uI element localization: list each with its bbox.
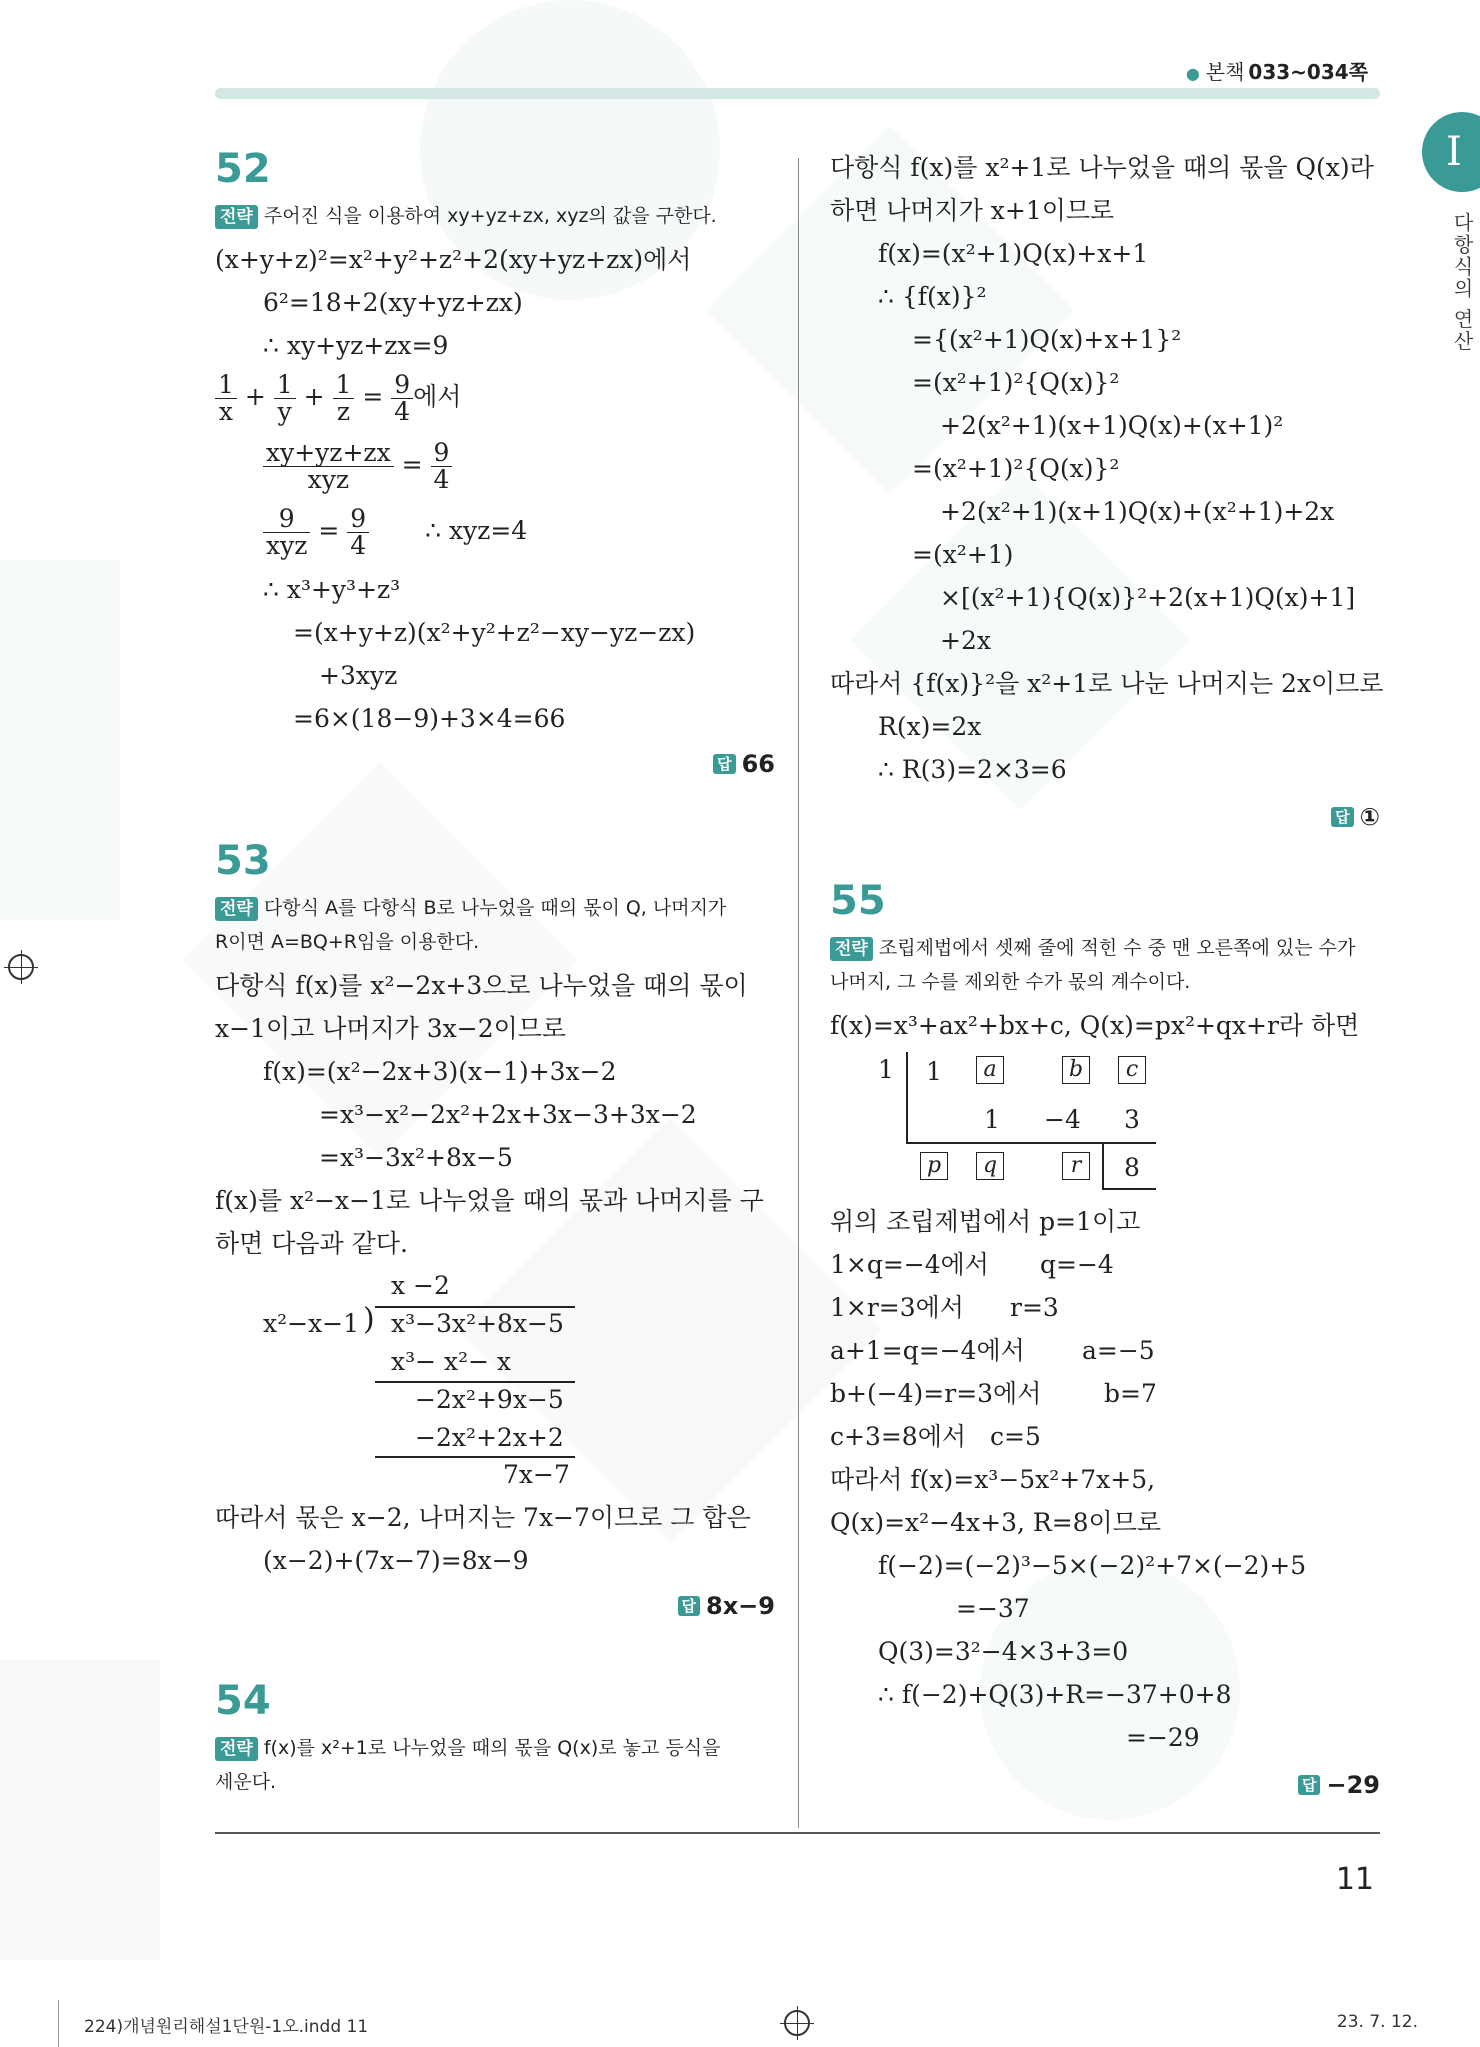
fraction-equation: $\frac{9}{\text{xyz}}$ = $\frac{9}{4}$ ∴ xyz=4 (263, 506, 527, 559)
solution-line: a=−5 (1082, 1336, 1155, 1365)
solution-line: c=5 (990, 1422, 1041, 1451)
solution-line: r=3 (1010, 1293, 1059, 1322)
answer: 답 66 (713, 743, 775, 786)
solution-line: Q(3)=3²−4×3+3=0 (878, 1637, 1129, 1666)
solution-line: ∴ xy+yz+zx=9 (263, 331, 449, 360)
solution-line: =x³−x²−2x²+2x+3x−3+3x−2 (319, 1100, 697, 1129)
synth-cell: 3 (1124, 1105, 1140, 1134)
division-step: −2x²+9x−5 (415, 1385, 564, 1414)
strategy-hint: 전략 주어진 식을 이용하여 xy+yz+zx, xyz의 값을 구한다. (215, 200, 717, 232)
solution-line: =(x+y+z)(x²+y²+z²−xy−yz−zx) (293, 618, 696, 647)
synth-cell: 1 (926, 1057, 942, 1086)
solution-line: q=−4 (1040, 1250, 1114, 1279)
crop-line (58, 2000, 59, 2047)
question-number: 53 (215, 838, 271, 884)
solution-line: 따라서 몫은 x−2, 나머지는 7x−7이므로 그 합은 (215, 1503, 751, 1532)
strategy-hint: 세운다. (215, 1771, 277, 1793)
solution-line: ={(x²+1)Q(x)+x+1}² (912, 325, 1182, 354)
division-step: x³− x²− x (391, 1347, 512, 1376)
answer: 답 ① (1331, 796, 1380, 839)
synth-box: r (1062, 1152, 1090, 1180)
registration-mark-icon (784, 2010, 810, 2036)
registration-mark-icon (8, 954, 34, 980)
solution-line: =−37 (956, 1594, 1030, 1623)
footer-divider (215, 1832, 1380, 1834)
division-step: −2x²+2x+2 (415, 1423, 564, 1452)
solution-line: +2x (940, 626, 991, 655)
watermark-shape (0, 560, 120, 920)
strategy-tag: 전략 (215, 205, 258, 229)
solution-line: R(x)=2x (878, 712, 982, 741)
solution-line: 다항식 f(x)를 x²−2x+3으로 나누었을 때의 몫이 (215, 971, 748, 1000)
solution-line: 위의 조립제법에서 p=1이고 (830, 1207, 1141, 1236)
synth-remainder-wall (1102, 1142, 1104, 1188)
solution-line: f(x)=(x²−2x+3)(x−1)+3x−2 (263, 1057, 617, 1086)
strategy-hint: 전략 다항식 A를 다항식 B로 나누었을 때의 몫이 Q, 나머지가 (215, 892, 726, 924)
chapter-title: 다항식의 연산 (1450, 212, 1474, 353)
question-number: 52 (215, 146, 271, 192)
synth-cell: 1 (984, 1105, 1000, 1134)
solution-line: a+1=q=−4에서 (830, 1336, 1025, 1365)
chapter-badge: I (1422, 112, 1480, 192)
strategy-hint: R이면 A=BQ+R임을 이용한다. (215, 931, 480, 953)
solution-line: ∴ {f(x)}² (878, 282, 987, 311)
synth-box: q (976, 1152, 1004, 1180)
solution-line: ∴ R(3)=2×3=6 (878, 755, 1067, 784)
strategy-tag: 전략 (215, 897, 258, 921)
solution-line: =(x²+1)²{Q(x)}² (912, 368, 1120, 397)
division-dividend: x³−3x²+8x−5 (391, 1309, 564, 1338)
left-column (215, 0, 775, 1830)
solution-line: +3xyz (319, 661, 398, 690)
synth-vertical (906, 1052, 908, 1142)
solution-line: f(−2)=(−2)³−5×(−2)²+7×(−2)+5 (878, 1551, 1307, 1580)
solution-line: Q(x)=x²−4x+3, R=8이므로 (830, 1508, 1161, 1537)
synth-box: p (920, 1152, 948, 1180)
question-number: 55 (830, 878, 886, 924)
solution-line: ×[(x²+1){Q(x)}²+2(x+1)Q(x)+1] (940, 583, 1356, 612)
solution-line: (x+y+z)²=x²+y²+z²+2(xy+yz+zx)에서 (215, 245, 692, 274)
strategy-tag: 전략 (830, 937, 873, 961)
fraction-equation: $\frac{xy+yz+zx}{\text{xyz}}$ = $\frac{9}{4}$ (263, 440, 452, 493)
solution-line: f(x)를 x²−x−1로 나누었을 때의 몫과 나머지를 구 (215, 1186, 764, 1215)
fraction-equation: $\frac{1}{x}$ + $\frac{1}{y}$ + $\frac{1}{z}$ = $\frac{9}{4}$ 에서 (215, 372, 461, 425)
solution-line: c+3=8에서 (830, 1422, 967, 1451)
solution-line: 다항식 f(x)를 x²+1로 나누었을 때의 몫을 Q(x)라 (830, 153, 1374, 182)
solution-line: 따라서 f(x)=x³−5x²+7x+5, (830, 1465, 1156, 1494)
answer: 답 8x−9 (678, 1585, 776, 1628)
synth-cell: −4 (1044, 1105, 1081, 1134)
page-reference: ● 본책 033~034쪽 (1185, 60, 1368, 84)
solution-line: f(x)=x³+ax²+bx+c, Q(x)=px²+qx+r라 하면 (830, 1011, 1360, 1040)
question-number: 54 (215, 1678, 271, 1724)
solution-line: =(x²+1) (912, 540, 1014, 569)
solution-line: b+(−4)=r=3에서 (830, 1379, 1042, 1408)
solution-line: 6²=18+2(xy+yz+zx) (263, 288, 523, 317)
solution-line: +2(x²+1)(x+1)Q(x)+(x+1)² (940, 411, 1284, 440)
division-quotient: x −2 (391, 1271, 450, 1300)
solution-line: 1×q=−4에서 (830, 1250, 989, 1279)
strategy-hint: 전략 조립제법에서 셋째 줄에 적힌 수 중 맨 오른쪽에 있는 수가 (830, 932, 1355, 964)
solution-line: ∴ x³+y³+z³ (263, 575, 401, 604)
solution-line: =x³−3x²+8x−5 (319, 1143, 513, 1172)
footer-date: 23. 7. 12. (1336, 2012, 1418, 2032)
watermark-shape (0, 1660, 160, 1960)
solution-line: ∴ f(−2)+Q(3)+R=−37+0+8 (878, 1680, 1232, 1709)
solution-line: b=7 (1104, 1379, 1157, 1408)
solution-line: =(x²+1)²{Q(x)}² (912, 454, 1120, 483)
synth-box: a (976, 1056, 1004, 1084)
page-number: 11 (1335, 1862, 1374, 1897)
synth-root: 1 (878, 1055, 894, 1084)
solution-line: =−29 (1126, 1723, 1200, 1752)
answer: 답 −29 (1298, 1764, 1380, 1807)
synth-box: c (1118, 1056, 1146, 1084)
strategy-hint: 전략 f(x)를 x²+1로 나누었을 때의 몫을 Q(x)로 놓고 등식을 (215, 1732, 720, 1764)
solution-line: f(x)=(x²+1)Q(x)+x+1 (878, 239, 1149, 268)
division-bracket: ) (363, 1302, 375, 1337)
synth-horizontal (906, 1142, 1156, 1144)
synth-remainder: 8 (1124, 1153, 1140, 1182)
solution-line: 하면 나머지가 x+1이므로 (830, 196, 1115, 225)
division-remainder: 7x−7 (503, 1460, 570, 1489)
solution-line: 따라서 {f(x)}²을 x²+1로 나눈 나머지는 2x이므로 (830, 669, 1384, 698)
solution-line: x−1이고 나머지가 3x−2이므로 (215, 1014, 567, 1043)
strategy-hint: 나머지, 그 수를 제외한 수가 몫의 계수이다. (830, 971, 1191, 993)
solution-line: (x−2)+(7x−7)=8x−9 (263, 1546, 529, 1575)
strategy-tag: 전략 (215, 1737, 258, 1761)
right-column (830, 0, 1384, 1830)
solution-line: =6×(18−9)+3×4=66 (293, 704, 566, 733)
column-divider (798, 158, 799, 1828)
division-divisor: x²−x−1 (263, 1309, 360, 1338)
synth-box: b (1062, 1056, 1090, 1084)
footer-filename: 224)개념원리해설1단원-1오.indd 11 (84, 2017, 369, 2037)
solution-line: +2(x²+1)(x+1)Q(x)+(x²+1)+2x (940, 497, 1335, 526)
solution-line: 1×r=3에서 (830, 1293, 964, 1322)
solution-line: 하면 다음과 같다. (215, 1229, 408, 1258)
